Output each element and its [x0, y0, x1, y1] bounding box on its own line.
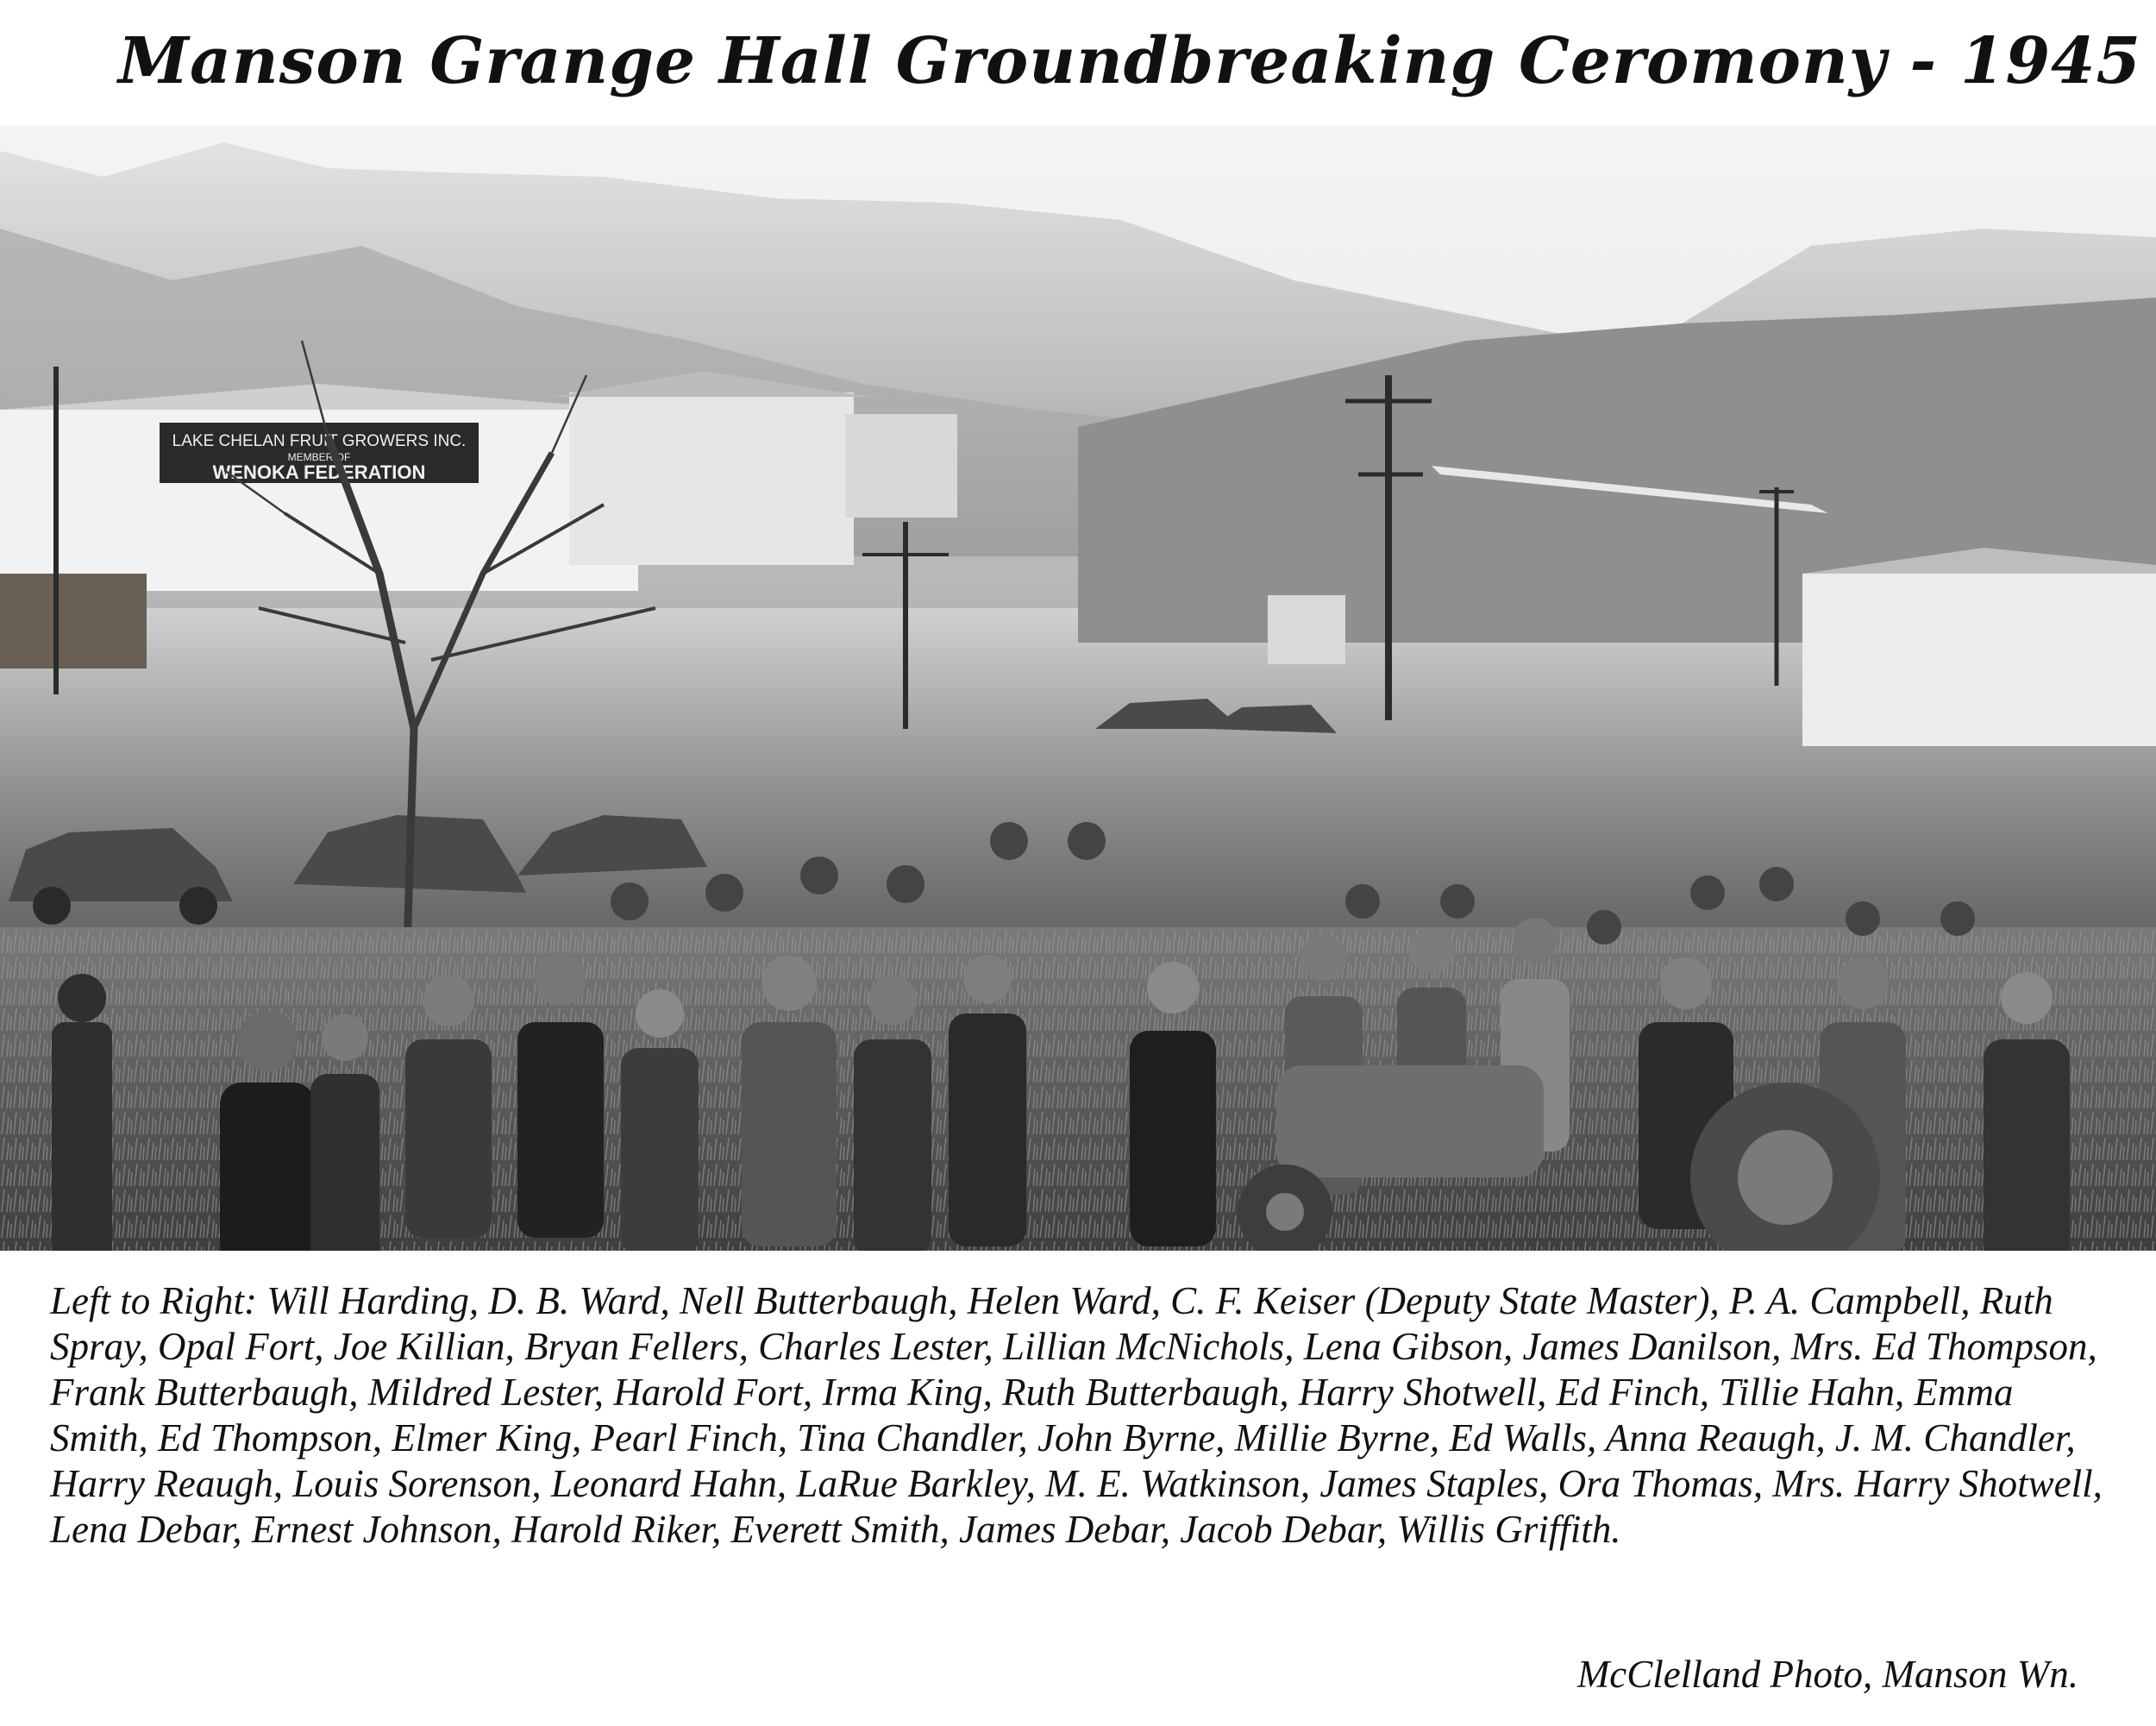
sign-line-2: MEMBER OF: [287, 451, 351, 463]
photo-credit: McClelland Photo, Manson Wn.: [1576, 1653, 2078, 1696]
photo-title: Manson Grange Hall Groundbreaking Ceromony - 1945: [118, 24, 2141, 98]
sign-line-1: LAKE CHELAN FRUIT GROWERS INC.: [172, 432, 467, 450]
group-photograph: [0, 125, 2156, 1251]
sign-line-3: WENOKA FEDERATION: [212, 461, 426, 483]
parked-cars: [9, 699, 1337, 925]
caption-names: Left to Right: Will Harding, D. B. Ward, Nell Butterbaugh, Helen Ward, C. F. Keiser (Deputy State Master), P. A. Campbell, Ruth Spray, Opal Fort, Joe Killian, Bryan Fellers, Charles Lester, Lillian McNichols, Lena Gibson, James Danilson, Mrs. Ed Thompson, Frank Butterbaugh, Mildred Lester, Harold Fort, Irma King, Ruth Butterbaugh, Harry Shotwell, Ed Finch, Tillie Hahn, Emma Smith, Ed Thompson, Elmer King, Pearl Finch, Tina Chandler, John Byrne, Millie Byrne, Ed Walls, Anna Reaugh, J. M. Chandler, Harry Reaugh, Louis Sorenson, Leonard Hahn, LaRue Barkley, M. E. Watkinson, James Staples, Ora Thomas, Mrs. Harry Shotwell, Lena Debar, Ernest Johnson, Harold Riker, Everett Smith, James Debar, Jacob Debar, Willis Griffith.: [50, 1279, 2103, 1551]
